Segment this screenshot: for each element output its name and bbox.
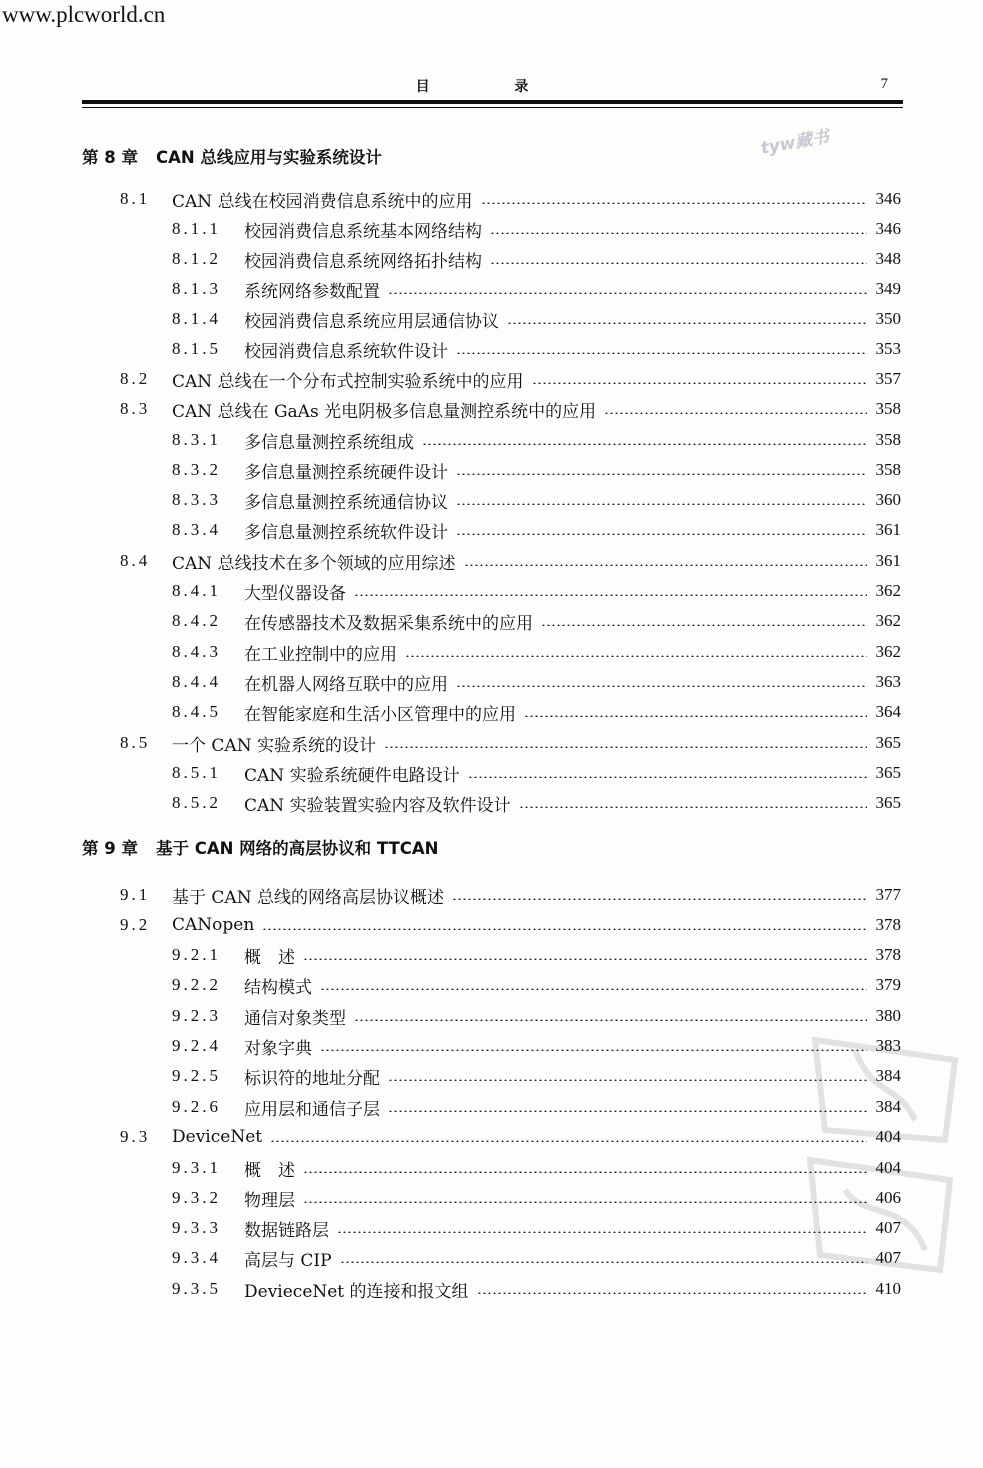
dot-leader: [337, 1231, 867, 1233]
dot-leader: [303, 1171, 867, 1173]
entry-page: 365: [875, 793, 901, 812]
entry-title: 多信息量测控系统组成: [244, 432, 414, 453]
dot-leader: [303, 1201, 867, 1203]
entry-title: 通信对象类型: [244, 1008, 346, 1029]
entry-number: 8.5.2: [172, 793, 221, 812]
entry-number: 8.4: [120, 551, 151, 570]
entry-number: 9.2.4: [172, 1036, 221, 1055]
entry-number: 8.1.1: [172, 219, 221, 238]
entry-title: CAN 实验系统硬件电路设计: [244, 765, 460, 786]
toc-subsection-entry: [172, 246, 901, 272]
entry-title: CAN 总线在 GaAs 光电阴极多信息量测控系统中的应用: [172, 401, 597, 422]
dot-leader: [524, 715, 867, 717]
entry-title: CANopen: [172, 915, 255, 935]
toc-subsection-entry: [172, 1185, 901, 1211]
entry-page: 358: [875, 399, 901, 418]
dot-leader: [519, 806, 867, 808]
entry-page: 410: [875, 1279, 901, 1298]
entry-page: 379: [875, 975, 901, 994]
entry-title: 校园消费信息系统基本网络结构: [244, 221, 482, 242]
entry-page: 365: [875, 763, 901, 782]
entry-number: 9.3: [120, 1127, 151, 1146]
entry-title: 一个 CAN 实验系统的设计: [172, 735, 376, 756]
dot-leader: [456, 503, 867, 505]
entry-title: DevieceNet 的连接和报文组: [244, 1281, 469, 1302]
toc-subsection-entry: [172, 942, 901, 968]
dot-leader: [490, 262, 867, 264]
entry-title: CAN 总线技术在多个领域的应用综述: [172, 553, 456, 574]
entry-title: 在机器人网络互联中的应用: [244, 674, 448, 695]
entry-page: 362: [875, 581, 901, 600]
toc-subsection-entry: [172, 972, 901, 998]
toc-subsection-entry: [172, 216, 901, 242]
entry-number: 9.3.2: [172, 1188, 221, 1207]
toc-section-entry: [120, 882, 901, 908]
toc-subsection-entry: [172, 1063, 901, 1089]
entry-page: 362: [875, 642, 901, 661]
entry-page: 358: [875, 430, 901, 449]
entry-page: 383: [875, 1036, 901, 1055]
entry-page: 384: [875, 1097, 901, 1116]
entry-page: 365: [875, 733, 901, 752]
dot-leader: [532, 382, 867, 384]
entry-title: CAN 实验装置实验内容及软件设计: [244, 795, 511, 816]
entry-page: 364: [875, 702, 901, 721]
entry-number: 8.3.4: [172, 520, 221, 539]
toc-section-entry: [120, 1124, 901, 1150]
toc-subsection-entry: [172, 306, 901, 332]
entry-title: 数据链路层: [244, 1220, 329, 1241]
toc-subsection-entry: [172, 669, 901, 695]
entry-page: 406: [875, 1188, 901, 1207]
dot-leader: [481, 202, 867, 204]
toc-subsection-entry: [172, 1276, 901, 1302]
entry-title: 高层与 CIP: [244, 1250, 332, 1271]
toc-subsection-entry: [172, 1245, 901, 1271]
entry-page: 358: [875, 460, 901, 479]
entry-title: 校园消费信息系统软件设计: [244, 341, 448, 362]
chapter-heading: [82, 143, 382, 169]
toc-section-entry: [120, 366, 901, 392]
toc-subsection-entry: [172, 639, 901, 665]
dot-leader: [490, 232, 867, 234]
toc-subsection-entry: [172, 1033, 901, 1059]
entry-page: 384: [875, 1066, 901, 1085]
dot-leader: [456, 533, 867, 535]
entry-page: 349: [875, 279, 901, 298]
header-rule-thick: [82, 100, 903, 104]
toc-subsection-entry: [172, 699, 901, 725]
entry-page: 363: [875, 672, 901, 691]
toc-subsection-entry: [172, 1003, 901, 1029]
entry-title: 在传感器技术及数据采集系统中的应用: [244, 613, 533, 634]
toc-subsection-entry: [172, 276, 901, 302]
dot-leader: [604, 412, 867, 414]
entry-page: 346: [875, 219, 901, 238]
entry-number: 8.4.2: [172, 611, 221, 630]
dot-leader: [456, 685, 867, 687]
toc-subsection-entry: [172, 1155, 901, 1181]
entry-page: 348: [875, 249, 901, 268]
dot-leader: [477, 1292, 867, 1294]
entry-title: 多信息量测控系统通信协议: [244, 492, 448, 513]
dot-leader: [405, 655, 867, 657]
entry-title: 大型仪器设备: [244, 583, 346, 604]
dot-leader: [303, 958, 867, 960]
dot-leader: [388, 292, 867, 294]
running-head: [82, 76, 902, 98]
entry-number: 8.3.3: [172, 490, 221, 509]
dot-leader: [354, 594, 867, 596]
toc-subsection-entry: [172, 487, 901, 513]
entry-number: 8.5: [120, 733, 151, 752]
toc-subsection-entry: [172, 336, 901, 362]
dot-leader: [340, 1261, 867, 1263]
dot-leader: [270, 1140, 867, 1142]
entry-number: 9.3.4: [172, 1248, 221, 1267]
entry-page: 362: [875, 611, 901, 630]
entry-number: 9.3.1: [172, 1158, 221, 1177]
page-number: 7: [880, 76, 888, 92]
chapter-label: 第 8 章: [82, 148, 138, 167]
entry-number: 8.3.1: [172, 430, 221, 449]
toc-subsection-entry: [172, 578, 901, 604]
chapter-label: 第 9 章: [82, 839, 138, 858]
entry-title: 概 述: [244, 947, 295, 968]
entry-page: 346: [875, 189, 901, 208]
entry-number: 9.2.2: [172, 975, 221, 994]
toc-subsection-entry: [172, 608, 901, 634]
entry-page: 360: [875, 490, 901, 509]
entry-title: CAN 总线在校园消费信息系统中的应用: [172, 191, 473, 212]
entry-number: 8.4.5: [172, 702, 221, 721]
entry-title: 校园消费信息系统网络拓扑结构: [244, 251, 482, 272]
entry-page: 404: [875, 1158, 901, 1177]
entry-number: 9.2.5: [172, 1066, 221, 1085]
toc-section-entry: [120, 912, 901, 938]
dot-leader: [384, 746, 867, 748]
entry-title: CAN 总线在一个分布式控制实验系统中的应用: [172, 371, 524, 392]
entry-title: 在工业控制中的应用: [244, 644, 397, 665]
entry-title: 在智能家庭和生活小区管理中的应用: [244, 704, 516, 725]
dot-leader: [262, 928, 867, 930]
entry-number: 8.1.5: [172, 339, 221, 358]
entry-number: 8.4.1: [172, 581, 221, 600]
entry-page: 377: [875, 885, 901, 904]
dot-leader: [452, 898, 867, 900]
entry-number: 8.3.2: [172, 460, 221, 479]
entry-number: 9.3.5: [172, 1279, 221, 1298]
entry-number: 8.1: [120, 189, 151, 208]
running-head-title: 目 录: [415, 79, 569, 95]
entry-title: 系统网络参数配置: [244, 281, 380, 302]
entry-title: 校园消费信息系统应用层通信协议: [244, 311, 499, 332]
dot-leader: [507, 322, 867, 324]
toc-section-entry: [120, 548, 901, 574]
entry-number: 8.1.4: [172, 309, 221, 328]
toc-subsection-entry: [172, 1094, 901, 1120]
entry-number: 9.2.6: [172, 1097, 221, 1116]
toc-section-entry: [120, 396, 901, 422]
dot-leader: [320, 988, 867, 990]
entry-title: 概 述: [244, 1160, 295, 1181]
dot-leader: [320, 1049, 867, 1051]
entry-number: 9.3.3: [172, 1218, 221, 1237]
entry-page: 353: [875, 339, 901, 358]
entry-title: 多信息量测控系统硬件设计: [244, 462, 448, 483]
entry-number: 8.3: [120, 399, 151, 418]
entry-title: 基于 CAN 总线的网络高层协议概述: [172, 887, 444, 908]
entry-page: 378: [875, 915, 901, 934]
entry-page: 404: [875, 1127, 901, 1146]
entry-number: 9.2.3: [172, 1006, 221, 1025]
dot-leader: [422, 443, 867, 445]
entry-title: 标识符的地址分配: [244, 1068, 380, 1089]
toc-section-entry: [120, 730, 901, 756]
entry-page: 407: [875, 1248, 901, 1267]
entry-number: 9.2: [120, 915, 151, 934]
chapter-title: CAN 总线应用与实验系统设计: [155, 148, 382, 167]
entry-number: 9.2.1: [172, 945, 221, 964]
toc-subsection-entry: [172, 517, 901, 543]
library-stamp: tyw藏书: [759, 127, 831, 159]
toc-subsection-entry: [172, 760, 901, 786]
dot-leader: [456, 473, 867, 475]
entry-title: 多信息量测控系统软件设计: [244, 522, 448, 543]
toc-subsection-entry: [172, 457, 901, 483]
site-watermark: www.plcworld.cn: [2, 2, 166, 27]
entry-page: 361: [875, 520, 901, 539]
dot-leader: [468, 776, 867, 778]
toc-subsection-entry: [172, 1215, 901, 1241]
entry-page: 407: [875, 1218, 901, 1237]
chapter-heading: [82, 834, 438, 860]
entry-number: 8.4.4: [172, 672, 221, 691]
dot-leader: [388, 1079, 867, 1081]
dot-leader: [456, 352, 867, 354]
entry-page: 357: [875, 369, 901, 388]
entry-number: 8.1.3: [172, 279, 221, 298]
entry-number: 8.1.2: [172, 249, 221, 268]
entry-title: 结构模式: [244, 977, 312, 998]
toc-section-entry: [120, 186, 901, 212]
chapter-title: 基于 CAN 网络的高层协议和 TTCAN: [155, 839, 439, 858]
entry-page: 380: [875, 1006, 901, 1025]
dot-leader: [388, 1110, 867, 1112]
entry-page: 350: [875, 309, 901, 328]
dot-leader: [354, 1019, 867, 1021]
dot-leader: [541, 624, 867, 626]
entry-page: 378: [875, 945, 901, 964]
entry-number: 8.4.3: [172, 642, 221, 661]
entry-title: 对象字典: [244, 1038, 312, 1059]
entry-title: 应用层和通信子层: [244, 1099, 380, 1120]
entry-number: 8.2: [120, 369, 151, 388]
toc-subsection-entry: [172, 790, 901, 816]
dot-leader: [464, 564, 867, 566]
entry-number: 8.5.1: [172, 763, 221, 782]
header-rule-thin: [82, 107, 903, 108]
entry-number: 9.1: [120, 885, 151, 904]
entry-page: 361: [875, 551, 901, 570]
entry-title: DeviceNet: [172, 1127, 263, 1147]
entry-title: 物理层: [244, 1190, 295, 1211]
toc-subsection-entry: [172, 427, 901, 453]
